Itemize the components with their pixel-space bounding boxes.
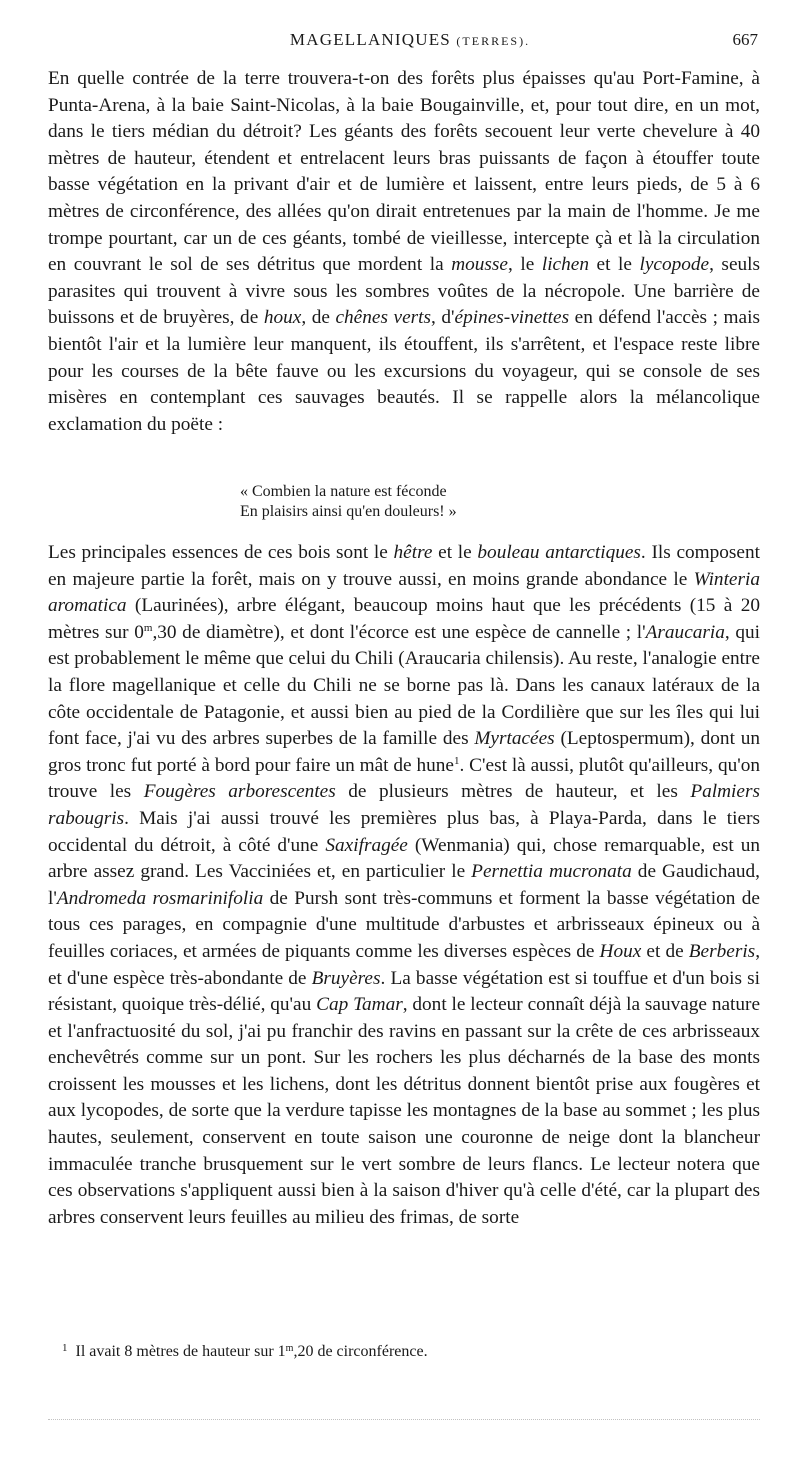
text-run: , seuls parasites qui trouvent à vivre sous les sombres voûtes de la nécropole. Une barrière de buissons et de bruyères, de xyxy=(48,254,760,329)
text-run: (Wenmania) qui, chose remarquable, est un arbre assez grand. Les Vacciniées et, en particulier le xyxy=(48,834,760,883)
unit-superscript: m xyxy=(285,1343,294,1354)
verse-line-2: En plaisirs ainsi qu'en douleurs! » xyxy=(240,503,457,520)
italic-term: épines-vinettes xyxy=(454,307,570,329)
text-run: . C'est là aussi, plutôt qu'ailleurs, qu'on trouve les xyxy=(48,754,760,803)
italic-term: Myrtacées xyxy=(474,728,555,750)
running-title-main: MAGELLANIQUES xyxy=(289,30,451,49)
italic-term: Houx xyxy=(599,940,642,962)
italic-term: Berberis xyxy=(688,940,756,962)
text-run: et de xyxy=(641,940,689,962)
paragraph-forests xyxy=(48,66,760,438)
italic-term: Fougères arborescentes xyxy=(143,781,336,803)
text-run: . Mais j'ai aussi trouvé les premières plus bas, à Playa-Parda, dans le tiers occidental du détroit, à côté d'une xyxy=(48,807,760,856)
text-run: et le xyxy=(588,254,640,276)
italic-term: Palmiers rabougris xyxy=(48,781,760,829)
text-run: , de xyxy=(301,307,336,329)
text-run: , dont le lecteur connaît déjà la sauvage nature et l'anfractuosité du sol, j'ai pu franchir des ravins en passant sur la crête de ces arbrisseaux enchevêtrés comme sur un pont. Sur les rochers les plus décharnés de la base des monts croissent les mousses et les lichens, dont les détritus donnent bientôt prise aux fougères et aux lycopodes, de sorte que la verdure tapisse les montagnes de la base au sommet ; les plus hautes, seulement, conservent en toute saison une couronne de neige dont la blancheur immaculée tranche brusquement sur le vert sombre de leurs flancs. Le lecteur notera que ces observations s'appliquent aussi bien à la saison d'hiver qu'à celle d'été, car la plupart des arbres conservent leurs feuilles au milieu des frimas, de sorte xyxy=(48,994,760,1228)
text-run: , et d'une espèce très-abondante de xyxy=(48,940,761,989)
running-title-sub: (TERRES). xyxy=(456,34,531,48)
text-run: (Leptospermum), dont un gros tronc fut porté à bord pour faire un mât de hune xyxy=(48,728,760,776)
italic-term: Winteria aromatica xyxy=(48,568,760,617)
text-run: de Pursh sont très-communs et forment la basse végétation de tous ces parages, en compagnie d'une multitude d'arbustes et arbrisseaux épineux ou à feuilles coriaces, et armées de piquants comme les diverses espèces de xyxy=(48,887,760,962)
italic-term: Saxifragée xyxy=(325,834,408,856)
text-run: . Ils composent en majeure partie la forêt, mais on y trouve aussi, en moins grande abondance le xyxy=(48,542,760,590)
text-run: de plusieurs mètres de hauteur, et les xyxy=(335,781,691,803)
footnote-text: Il avait 8 mètres de hauteur sur 1 xyxy=(75,1343,286,1360)
verse-quotation xyxy=(240,482,560,522)
text-run: , le xyxy=(508,254,542,276)
verse-line-1: « Combien la nature est féconde xyxy=(240,483,447,500)
italic-term: Araucaria xyxy=(645,621,725,643)
text-run: et le xyxy=(432,542,478,563)
running-title xyxy=(62,30,758,50)
text-run: (Laurinées), arbre élégant, beaucoup moins haut que les précédents (15 à 20 mètres sur 0 xyxy=(48,595,760,643)
italic-term: houx xyxy=(263,307,302,329)
italic-term: Andromeda rosmarinifolia xyxy=(56,887,264,909)
footnote-reference[interactable]: 1 xyxy=(453,754,460,767)
text-run: En quelle contrée de la terre trouvera-t-on des forêts plus épaisses qu'au Port-Famine, à Punta-Arena, à la baie Saint-Nicolas, à la baie Bougainville, et, pour tout dire, en un mot, dans le tiers médian du détroit? Les géants des forêts secouent leur verte chevelure à 40 mètres de hauteur, étendent et entrelacent leurs bras puissants de façon à étouffer toute basse végétation en la privant d'air et de lumière et laissent, entre leurs pieds, de 5 à 6 mètres de circonférence, des allées qu'on dirait entretenues par la main de l'homme. Je me trompe pourtant, car un de ces géants, tombé de vieillesse, intercepte çà et là la circulation en couvrant le sol de ses détritus que mordent la xyxy=(48,68,760,276)
text-run: en défend l'accès ; mais bientôt l'air et la lumière leur manquent, ils étouffent, ils s'arrêtent, et l'espace reste libre pour les courses de la bête fauve ou les excursions du voyageur, qui se console de ses misères en contemplant ces sauvages beautés. Il se rappelle alors la mélancolique exclamation du poëte : xyxy=(48,307,760,435)
page-bottom-rule xyxy=(48,1419,760,1420)
text-run: . La basse végétation est si touffue et d'un bois si résistant, quoique très-délié, qu'au xyxy=(48,967,760,1016)
running-header xyxy=(62,30,758,56)
italic-term: bouleau antarctiques xyxy=(477,542,641,563)
italic-term: chênes verts xyxy=(335,307,431,329)
italic-term: lichen xyxy=(541,254,589,276)
italic-term: mousse xyxy=(451,254,508,276)
paragraph-species xyxy=(48,540,760,1231)
footnote xyxy=(62,1338,752,1362)
italic-term: hêtre xyxy=(393,542,433,563)
text-run: ,30 de diamètre), et dont l'écorce est une espèce de cannelle ; l' xyxy=(152,621,646,643)
footnote-mark: 1 xyxy=(62,1342,68,1354)
italic-term: lycopode xyxy=(639,254,710,276)
italic-term: Cap Tamar xyxy=(316,994,403,1016)
italic-term: Pernettia mucronata xyxy=(471,861,632,883)
text-run: de Gaudichaud, l' xyxy=(48,861,760,909)
page-number: 667 xyxy=(732,30,758,49)
text-run: , d' xyxy=(431,307,455,329)
unit-superscript: m xyxy=(143,621,153,634)
text-run: , qui est probablement le même que celui du Chili (Araucaria chilensis). Au reste, l'analogie entre la flore magellanique et celle du Chili ne se borne pas là. Dans les canaux latéraux de la côte occidentale de Patagonie, et aussi bien au pied de la Cordilière que sur les îles qui lui font face, j'ai vu des arbres superbes de la famille des xyxy=(48,621,760,750)
italic-term: Bruyères xyxy=(311,967,381,989)
text-run: Les principales essences de ces bois sont le xyxy=(48,542,394,563)
footnote-text: ,20 de circonférence. xyxy=(293,1343,428,1360)
